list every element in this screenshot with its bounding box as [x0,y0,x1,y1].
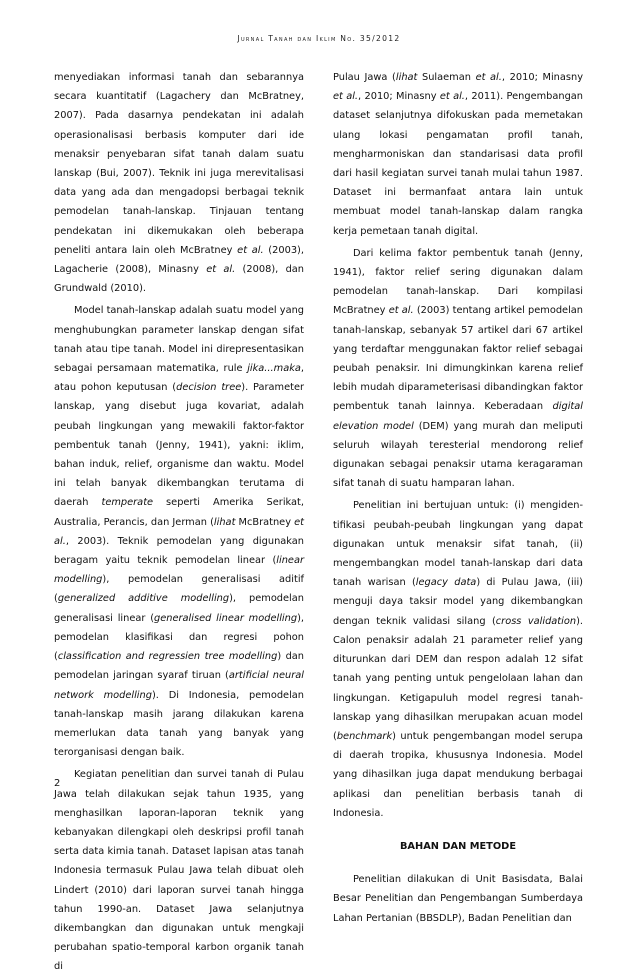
paragraph: Model tanah-lanskap adalah suatu model yang menghubungkan parameter lanskap dengan sifat tanah atau tipe tanah. Model ini direpresentasikan sebagai persamaan matematika, rule jika...maka, atau pohon keputusan (decision tree). Parameter lanskap, yang disebut juga kovariat, adalah peubah lingkungan yang mewakili faktor-faktor pembentuk tanah (Jenny, 1941), yakni: iklim, bahan induk, relief, organisme dan waktu. Model ini telah banyak dikembangkan terutama di daerah temperate seperti Amerika Serikat, Australia, Perancis, dan Jerman (lihat McBratney et al., 2003). Teknik pemodelan yang digunakan beragam yaitu teknik pemodelan linear (linear modelling), pemodelan generalisasi aditif (generalized additive modelling), pemodelan generalisasi linear (generalised linear modelling), pemodelan klasifikasi dan regresi pohon (classification and regressien tree modelling) dan pemodelan jaringan syaraf tiruan (artificial neural network modelling). Di Indonesia, pemodelan tanah-lanskap masih jarang dilakukan karena memerlukan data tanah yang banyak yang terorganisasi dengan baik. [54,305,305,759]
italic-run: linear modelling [54,555,304,586]
italic-run: classification and regressien tree modelling [57,651,278,663]
italic-run: temperate [101,497,154,509]
italic-run: generalized additive modelling [57,593,230,605]
italic-run: et al. [206,264,236,276]
italic-run: generalised linear modelling [154,612,298,624]
left-column [54,68,304,977]
italic-run: et al. [388,305,414,317]
italic-run: et al. [54,516,305,547]
italic-run: decision tree [176,382,242,394]
italic-run: legacy data [415,577,477,589]
italic-run: artificial neural network modelling [54,670,304,701]
section-heading: BAHAN DAN METODE [399,840,517,852]
italic-run: lihat [395,72,418,83]
paragraph: menyediakan informasi tanah dan sebarannya secara kuantitatif (Lagachery dan McBratney, 2007). Pada dasarnya pendekatan ini adalah operasionalisasi berbasis komputer dari ide menaksir penyebaran sifat tanah dalam suatu lanskap (Bui, 2007). Teknik ini juga merevitalisasi data yang ada dan mengadopsi berbagai teknik pemodelan tanah-lanskap. Tinjauan tentang pendekatan ini dikemukakan oleh beberapa peneliti antara lain oleh McBratney et al. (2003), Lagacherie (2008), Minasny et al. (2008), dan Grundwald (2010). [54,72,304,295]
italic-run: jika...maka [247,363,301,375]
paragraph: Dari kelima faktor pembentuk tanah (Jenny, 1941), faktor relief sering digunakan dalam pemodelan tanah-lanskap. Dari kompilasi McBratney et al. (2003) tentang artikel pemodelan tanah-lanskap, sebanyak 57 artikel dari 67 artikel yang terdaftar menggunakan faktor relief sebagai peubah penaksir. Ini dimungkinkan karena relief lebih mudah diparameterisasi dibandingkan faktor pembentuk tanah lainnya. Keberadaan digital elevation model (DEM) yang murah dan meliputi seluruh wilayah teresterial mendorong relief digunakan sebagai penaksir utama keragaraman sifat tanah di suatu hamparan lahan. [333,247,583,490]
italic-run: et al. [439,91,465,103]
italic-run: et al. [475,72,502,83]
italic-run: digital elevation model [333,401,583,432]
paragraph: Penelitian ini bertujuan untuk: (i) mengiden-tifikasi peubah-peubah lingkungan yang dapat digunakan untuk menaksir sifat tanah, (ii) mengembangkan model tanah-lanskap dari data tanah warisan (legacy data) di Pulau Jawa, (iii) menguji daya taksir model yang dikembangkan dengan teknik validasi silang (cross validation). Calon penaksir adalah 21 parameter relief yang diturunkan dari DEM dan respon adalah 12 sifat tanah yang penting untuk pengelolaan lahan dan lingkungan. Ketigapuluh model regresi tanah-lanskap yang dihasilkan merupakan acuan model (benchmark) untuk pengembangan model serupa di daerah tropika, khususnya Indonesia. Model yang dihasilkan juga dapat mendukung berbagai aplikasi dan penelitian berbasis tanah di Indonesia. [333,500,583,819]
italic-run: benchmark [336,730,393,742]
paragraph: Pulau Jawa (lihat Sulaeman et al., 2010; Minasny et al., 2010; Minasny et al., 2011). Pengembangan dataset selanjutnya difokuskan pada memetakan ulang lokasi pengamatan profil tanah, mengharmoniskan dan standarisasi data profil dari hasil kegiatan survei tanah mulai tahun 1987. Dataset ini bermanfaat antara lain untuk membuat model tanah-lanskap dalam rangka kerja pemetaan tanah digital. [333,72,584,237]
italic-run: cross validation [495,615,577,627]
italic-run: et al. [333,91,359,103]
paragraph: Kegiatan penelitian dan survei tanah di Pulau Jawa telah dilakukan sejak tahun 1935, yang menghasilkan laporan-laporan teknik yang kebanyakan dilengkapi oleh deskripsi profil tanah serta data kimia tanah. Dataset lapisan atas tanah Indonesia termasuk Pulau Jawa telah dibuat oleh Lindert (2010) dari laporan survei tanah hingga tahun 1990-an. Dataset Jawa selanjutnya dikembangkan dan digunakan untuk mengkaji perubahan spatio-temporal karbon organik tanah di [54,769,304,973]
page-number: 2 [54,778,61,789]
italic-run: et al. [237,244,264,256]
paragraph: Penelitian dilakukan di Unit Basisdata, Balai Besar Penelitian dan Pengembangan Sumberdaya Lahan Pertanian (BBSDLP), Badan Penelitian dan [333,874,583,924]
right-column [333,68,583,928]
italic-run: lihat [213,516,236,528]
running-header: Jurnal Tanah dan Iklim No. 35/2012 [237,34,401,43]
